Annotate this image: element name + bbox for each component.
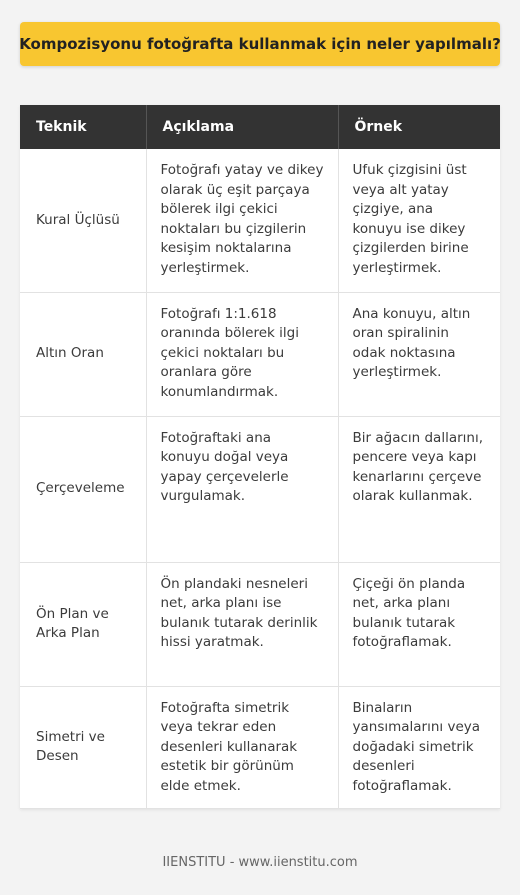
technique-cell: Çerçeveleme <box>20 416 146 562</box>
example-cell: Ufuk çizgisini üst veya alt yatay çizgiye, ana konuyu ise dikey çizgilerden birine yerleştirmek. <box>338 149 500 292</box>
footer-credit: IIENSTITU - www.iienstitu.com <box>162 855 358 870</box>
example-cell: Çiçeği ön planda net, arka planı bulanık tutarak fotoğraflamak. <box>338 562 500 686</box>
description-cell: Fotoğrafı yatay ve dikey olarak üç eşit parçaya bölerek ilgi çekici noktaları bu çizgilerin kesişim noktalarına yerleştirmek. <box>146 149 338 292</box>
header-row <box>20 105 500 149</box>
example-cell: Ana konuyu, altın oran spiralinin odak noktasına yerleştirmek. <box>338 292 500 416</box>
table-body <box>20 149 500 809</box>
table-row <box>20 292 500 416</box>
title-banner <box>20 22 500 66</box>
example-cell: Bir ağacın dallarını, pencere veya kapı kenarlarını çerçeve olarak kullanmak. <box>338 416 500 562</box>
example-cell: Binaların yansımalarını veya doğadaki simetrik desenleri fotoğraflamak. <box>338 686 500 809</box>
technique-cell: Kural Üçlüsü <box>20 149 146 292</box>
description-cell: Fotoğrafı 1:1.618 oranında bölerek ilgi çekici noktaları bu oranlara göre konumlandırmak. <box>146 292 338 416</box>
table-row <box>20 562 500 686</box>
technique-table <box>20 105 500 809</box>
description-cell: Fotoğraftaki ana konuyu doğal veya yapay çerçevelerle vurgulamak. <box>146 416 338 562</box>
table-row <box>20 686 500 809</box>
technique-cell: Simetri ve Desen <box>20 686 146 809</box>
header-description: Açıklama <box>146 105 338 149</box>
header-example: Örnek <box>338 105 500 149</box>
page-title: Kompozisyonu fotoğrafta kullanmak için neler yapılmalı? <box>19 35 501 53</box>
description-cell: Ön plandaki nesneleri net, arka planı ise bulanık tutarak derinlik hissi yaratmak. <box>146 562 338 686</box>
technique-cell: Altın Oran <box>20 292 146 416</box>
description-cell: Fotoğrafta simetrik veya tekrar eden desenleri kullanarak estetik bir görünüm elde etmek. <box>146 686 338 809</box>
table-row <box>20 416 500 562</box>
table-row <box>20 149 500 292</box>
technique-cell: Ön Plan ve Arka Plan <box>20 562 146 686</box>
header-technique: Teknik <box>20 105 146 149</box>
table-header <box>20 105 500 149</box>
